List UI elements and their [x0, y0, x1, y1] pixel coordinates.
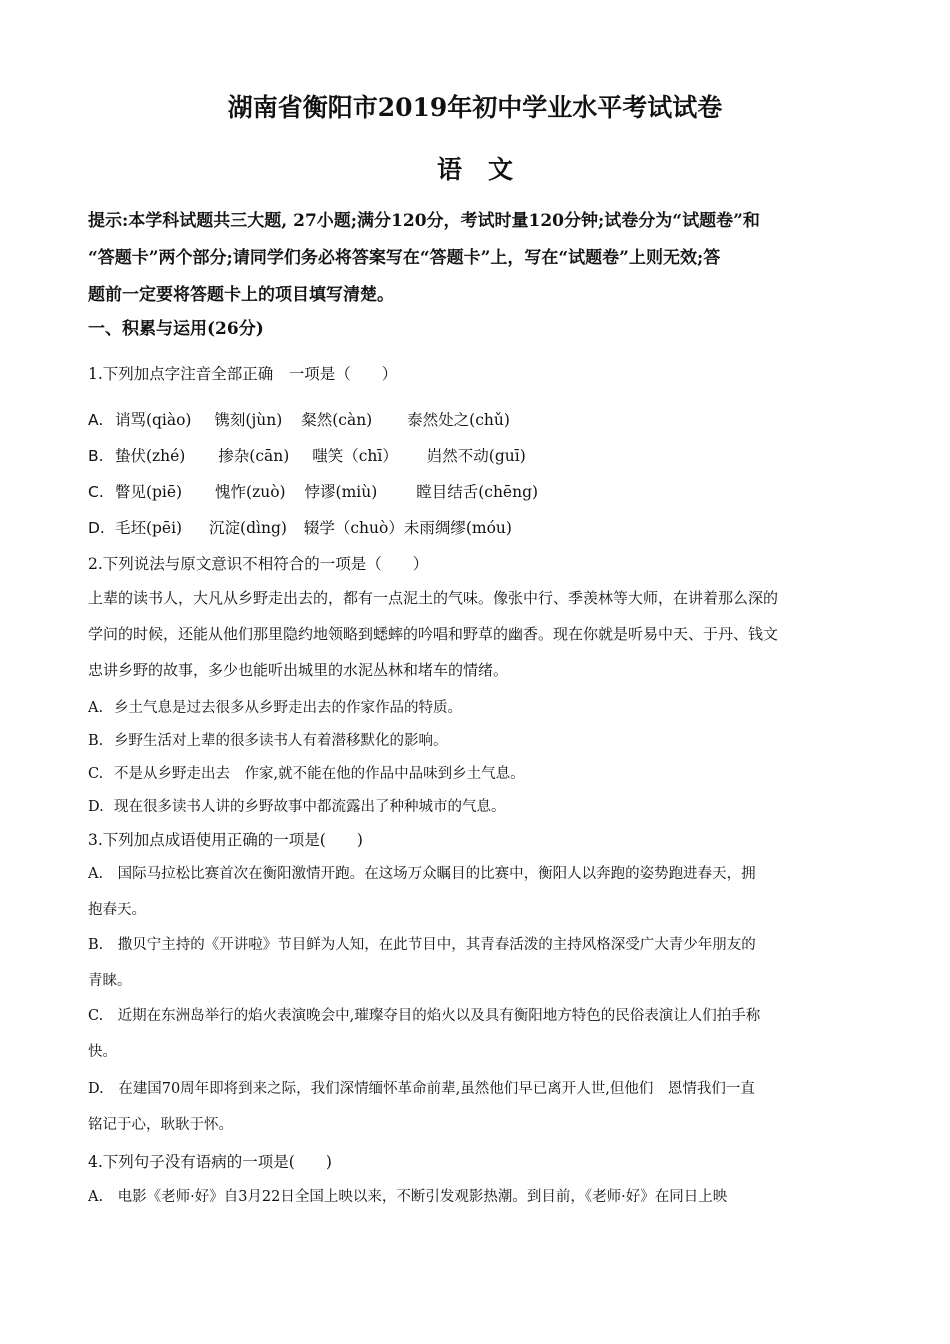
- question-1-option-c: [88, 480, 538, 502]
- question-3-option-c-line: 快。: [88, 1044, 117, 1060]
- question-3-option-d-line: 铭记于心，耿耿于怀。: [88, 1117, 233, 1133]
- question-4-stem: 4.下列句子没有语病的一项是( ): [88, 1153, 332, 1171]
- option-item: 悖谬(miù): [304, 483, 378, 501]
- option-item: 毛坯(pēi): [114, 519, 183, 537]
- question-3-option-d-line: D. 在建国70周年即将到来之际，我们深情缅怀革命前辈,虽然他们早已离开人世,但他们 恩情我们一直: [88, 1081, 755, 1097]
- option-item: 蛰伏(zhé): [114, 447, 186, 465]
- question-2-option-b: [88, 729, 448, 750]
- passage-line: 上辈的读书人，大凡从乡野走出去的，都有一点泥土的气味。像张中行、季羡林等大师，在讲着那么深的: [88, 589, 779, 607]
- question-3-option-b-line: 青睐。: [88, 973, 132, 989]
- option-text: 乡野生活对上辈的很多读书人有着潜移默化的影响。: [114, 733, 448, 749]
- option-letter: D.: [88, 799, 104, 815]
- question-4-option-a-line: A. 电影《老师·好》自3月22日全国上映以来，不断引发观影热潮。到目前，《老师·好》在同日上映: [88, 1189, 728, 1205]
- option-item: 诮骂(qiào): [114, 411, 192, 429]
- option-letter: C.: [88, 766, 104, 782]
- tip-line: 题前一定要将答题卡上的项目填写清楚。: [88, 285, 394, 305]
- passage-line: 忠讲乡野的故事，多少也能听出城里的水泥丛林和堵车的情绪。: [88, 661, 509, 679]
- option-letter: B.: [88, 733, 104, 749]
- option-item: 岿然不动(guī): [426, 447, 526, 465]
- question-2-option-c: [88, 762, 525, 783]
- question-3-option-c-line: C. 近期在东洲岛举行的焰火表演晚会中,璀璨夺目的焰火以及具有衡阳地方特色的民俗表演让人们拍手称: [88, 1008, 761, 1024]
- question-1-option-b: [88, 444, 526, 466]
- option-letter: D.: [88, 519, 105, 537]
- question-1-option-d: [88, 516, 512, 538]
- option-item: 瞥见(piē): [114, 483, 183, 501]
- option-letter: A.: [88, 411, 104, 429]
- question-1-stem: 1.下列加点字注音全部正确 一项是（ ）: [88, 365, 398, 383]
- question-2-option-a: [88, 696, 462, 717]
- tip-line: “答题卡”两个部分;请同学们务必将答案写在“答题卡”上，写在“试题卷”上则无效;答: [88, 248, 721, 268]
- tip-line: 提示:本学科试题共三大题, 27小题;满分120分，考试时量120分钟;试卷分为“试题卷”和: [88, 211, 760, 231]
- passage-line: 学问的时候，还能从他们那里隐约地领略到蟋蟀的吟唱和野草的幽香。现在你就是听易中天、于丹、钱文: [88, 625, 779, 643]
- option-letter: B.: [88, 447, 104, 465]
- option-item: 泰然处之(chǔ): [407, 411, 510, 429]
- question-1-option-a: [88, 408, 510, 430]
- option-item: 掺杂(cān): [218, 447, 290, 465]
- option-item: 嗤笑（chī）: [312, 447, 398, 465]
- question-3-option-b-line: B. 撒贝宁主持的《开讲啦》节目鲜为人知，在此节目中，其青春活泼的主持风格深受广大青少年朋友的: [88, 937, 756, 953]
- option-text: 现在很多读书人讲的乡野故事中都流露出了种种城市的气息。: [114, 799, 506, 815]
- question-3-option-a-line: 抱春天。: [88, 902, 146, 918]
- option-item: 粲然(càn): [301, 411, 373, 429]
- option-text: 不是从乡野走出去 作家,就不能在他的作品中品味到乡土气息。: [114, 766, 525, 782]
- exam-tip: [88, 203, 864, 314]
- question-2-option-d: [88, 795, 506, 816]
- section-heading: 一、积累与运用(26分): [88, 319, 264, 339]
- option-item: 愧怍(zuò): [215, 483, 286, 501]
- option-letter: C.: [88, 483, 104, 501]
- question-2-passage: [88, 580, 864, 688]
- option-item: 辍学（chuò）未雨绸缪(móu): [303, 519, 512, 537]
- option-item: 瞠目结舌(chēng): [416, 483, 539, 501]
- option-item: 沉淀(dìng): [209, 519, 287, 537]
- subject-heading: 语文: [436, 155, 539, 184]
- exam-title: 湖南省衡阳市2019年初中学业水平考试试卷: [227, 93, 723, 122]
- option-text: 乡土气息是过去很多从乡野走出去的作家作品的特质。: [114, 700, 462, 716]
- question-2-stem: 2.下列说法与原文意识不相符合的一项是（ ）: [88, 555, 429, 573]
- question-3-stem: 3.下列加点成语使用正确的一项是( ): [88, 831, 363, 849]
- option-letter: A.: [88, 700, 104, 716]
- option-item: 镌刻(jùn): [214, 411, 283, 429]
- question-3-option-a-line: A. 国际马拉松比赛首次在衡阳激情开跑。在这场万众瞩目的比赛中，衡阳人以奔跑的姿势跑进春天，拥: [88, 866, 756, 882]
